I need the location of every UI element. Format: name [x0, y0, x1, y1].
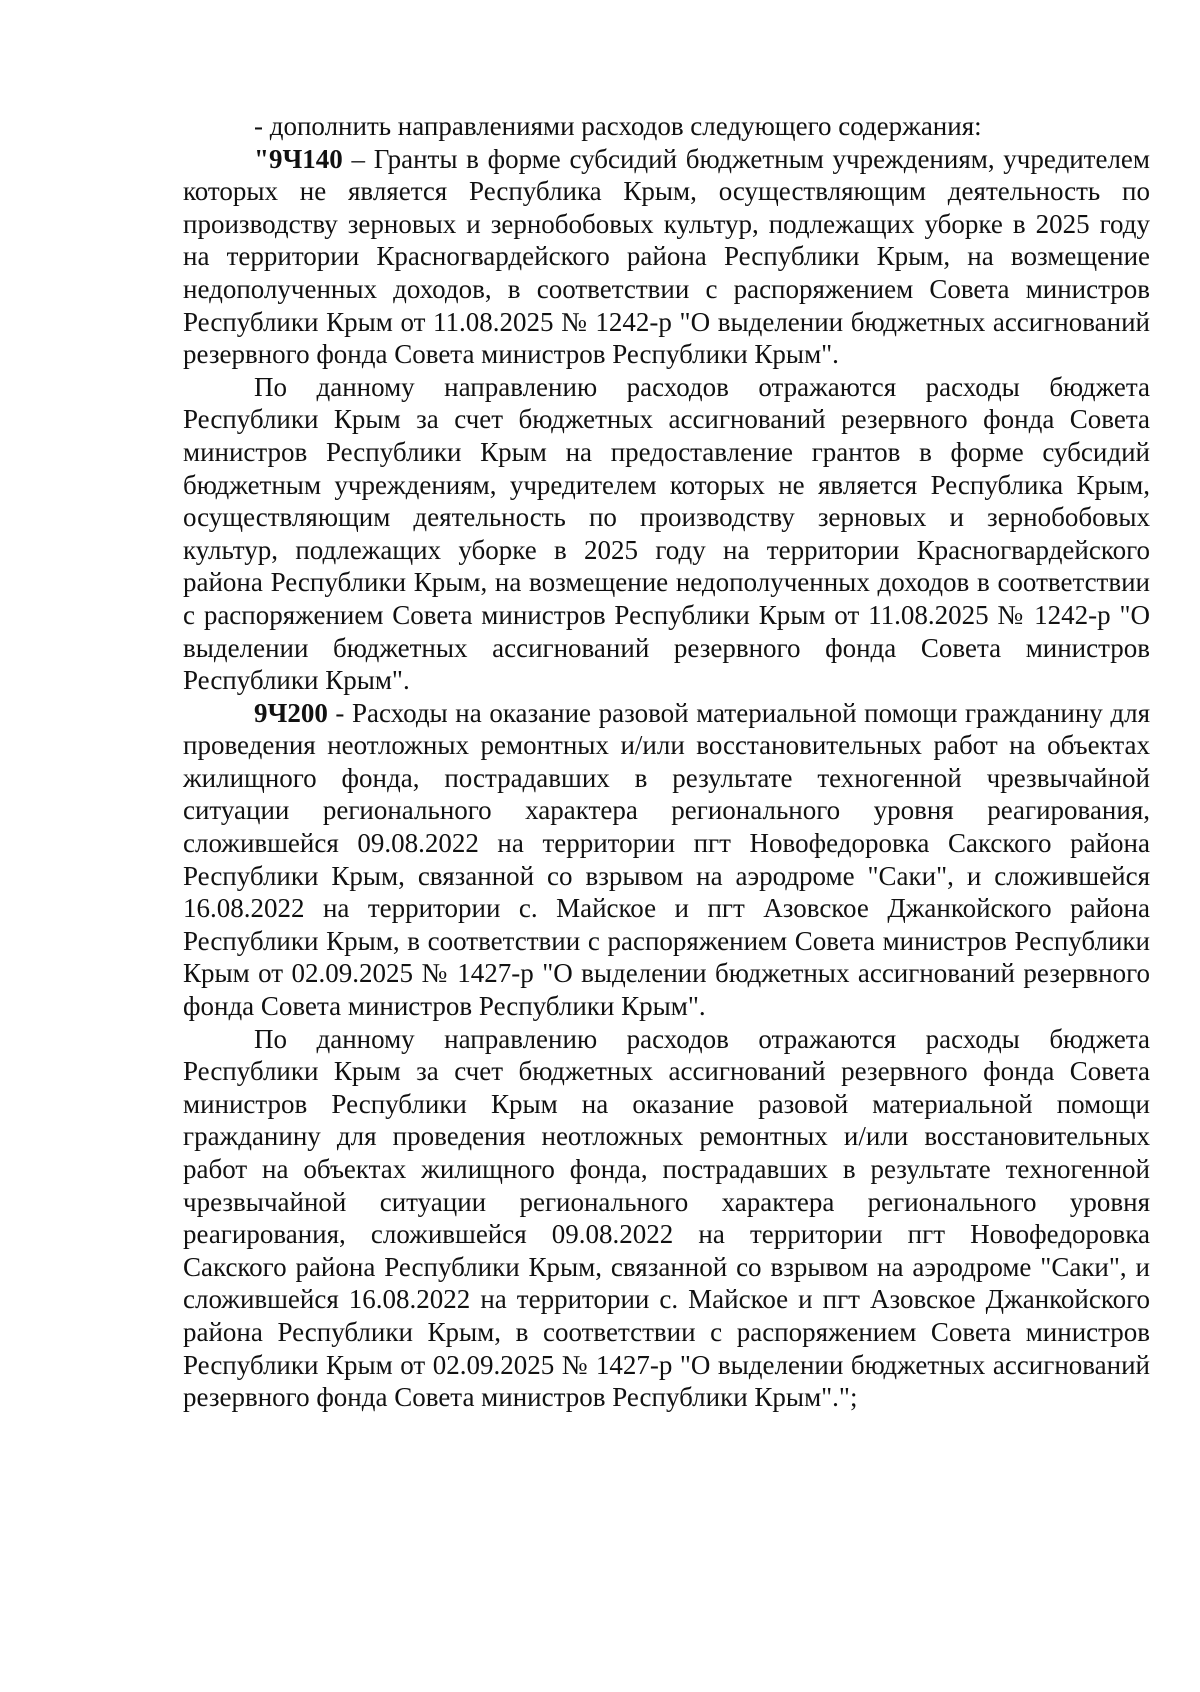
expense-entry-text: - Расходы на оказание разовой материальной помощи гражданину для проведения неотложных ремонтных и/или восстановительных работ на объектах жилищного фонда, пострадавших в результате техногенной чрезвычайной ситуации регионального характера регионального уровня реагирования, сложившейся 09.08.2022 на территории пгт Новофедоровка Сакского района Республики Крым, связанной со взрывом на аэродроме "Саки", и сложившейся 16.08.2022 на территории с. Майское и пгт Азовское Джанкойского района Республики Крым, в соответствии с распоряжением Совета министров Республики Крым от 02.09.2025 № 1427-р "О выделении бюджетных ассигнований резервного фонда Совета министров Республики Крым".	[183, 697, 1150, 1022]
expense-entry-9ch200	[183, 697, 1150, 1023]
expense-entry-9ch140	[183, 143, 1150, 371]
expense-description: По данному направлению расходов отражаются расходы бюджета Республики Крым за счет бюджетных ассигнований резервного фонда Совета министров Республики Крым на предоставление грантов в форме субсидий бюджетным учреждениям, учредителем которых не является Республика Крым, осуществляющим деятельность по производству зерновых и зернобобовых культур, подлежащих уборке в 2025 году на территории Красногвардейского района Республики Крым, на возмещение недополученных доходов в соответствии с распоряжением Совета министров Республики Крым от 11.08.2025 № 1242-р "О выделении бюджетных ассигнований резервного фонда Совета министров Республики Крым".	[183, 371, 1150, 696]
expense-code: 9Ч200	[254, 697, 328, 728]
document-body	[183, 110, 1150, 1414]
intro-paragraph: - дополнить направлениями расходов следующего содержания:	[254, 111, 982, 141]
expense-description: По данному направлению расходов отражаются расходы бюджета Республики Крым за счет бюджетных ассигнований резервного фонда Совета министров Республики Крым на оказание разовой материальной помощи гражданину для проведения неотложных ремонтных и/или восстановительных работ на объектах жилищного фонда, пострадавших в результате техногенной чрезвычайной ситуации регионального характера регионального уровня реагирования, сложившейся 09.08.2022 на территории пгт Новофедоровка Сакского района Республики Крым, связанной со взрывом на аэродроме "Саки", и сложившейся 16.08.2022 на территории с. Майское и пгт Азовское Джанкойского района Республики Крым, в соответствии с распоряжением Совета министров Республики Крым от 02.09.2025 № 1427-р "О выделении бюджетных ассигнований резервного фонда Совета министров Республики Крым".";	[183, 1023, 1150, 1413]
expense-entry-text: – Гранты в форме субсидий бюджетным учреждениям, учредителем которых не является Республика Крым, осуществляющим деятельность по производству зерновых и зернобобовых культур, подлежащих уборке в 2025 году на территории Красногвардейского района Республики Крым, на возмещение недополученных доходов, в соответствии с распоряжением Совета министров Республики Крым от 11.08.2025 № 1242-р "О выделении бюджетных ассигнований резервного фонда Совета министров Республики Крым".	[183, 143, 1150, 370]
expense-code: "9Ч140	[254, 143, 343, 174]
